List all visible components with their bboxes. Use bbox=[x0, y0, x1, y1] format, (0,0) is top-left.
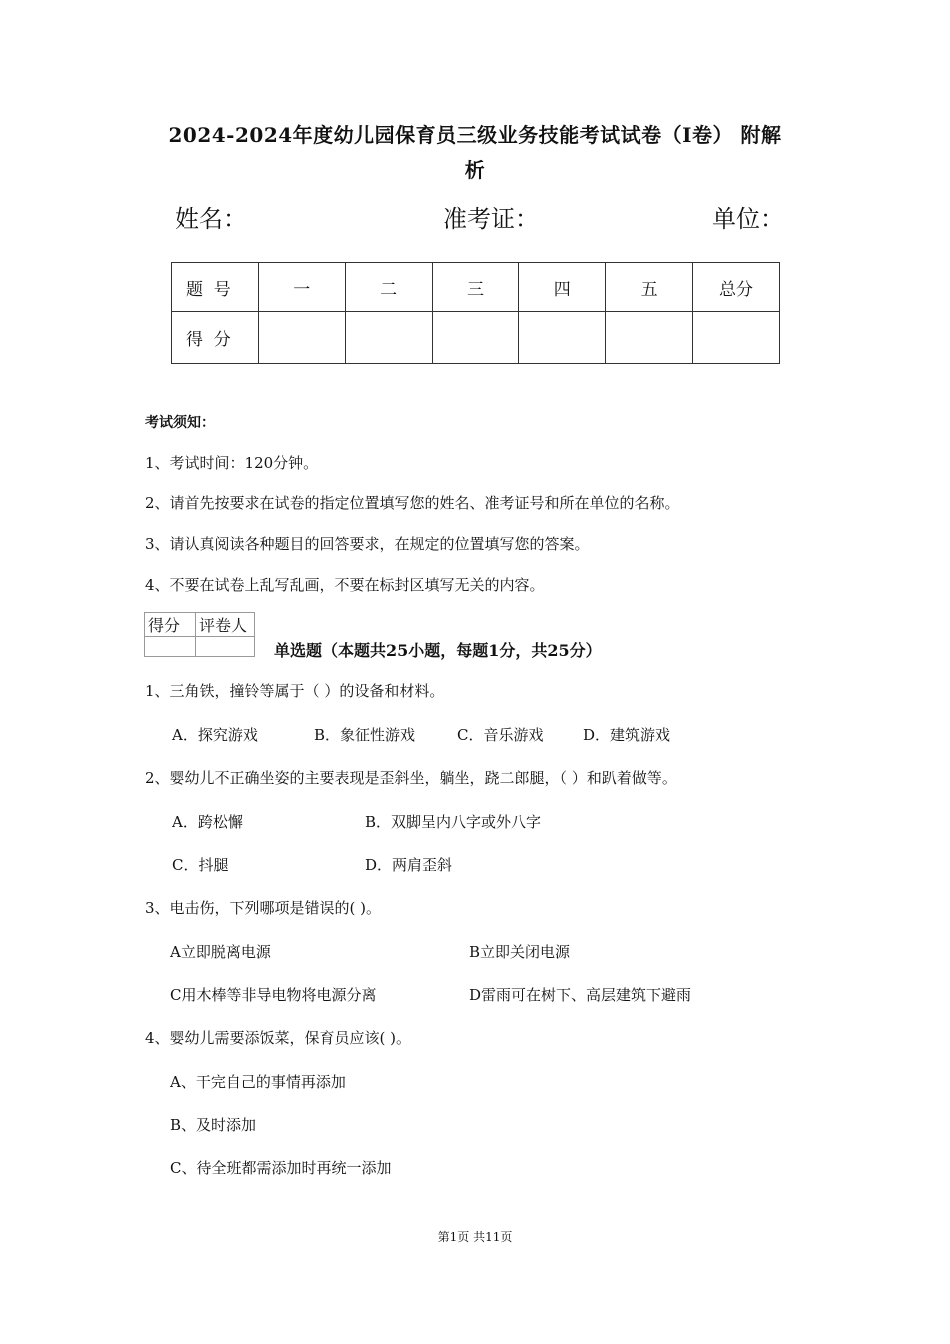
option: B立即关闭电源 bbox=[469, 943, 571, 961]
option: B、及时添加 bbox=[170, 1116, 257, 1134]
header-cell: 五 bbox=[606, 263, 693, 312]
notice-heading: 考试须知： bbox=[145, 415, 215, 431]
header-cell: 四 bbox=[519, 263, 606, 312]
option: A．跨松懈 bbox=[172, 813, 243, 831]
header-cell: 三 bbox=[432, 263, 519, 312]
option: B．双脚呈内八字或外八字 bbox=[365, 813, 542, 831]
page-footer: 第1页 共11页 bbox=[437, 1230, 513, 1244]
header-cell: 题 号 bbox=[172, 263, 259, 312]
option: D雷雨可在树下、高层建筑下避雨 bbox=[469, 986, 692, 1004]
grader-reviewer-cell[interactable] bbox=[196, 637, 255, 657]
option: B．象征性游戏 bbox=[314, 726, 416, 744]
notice-item: 4、不要在试卷上乱写乱画，不要在标封区填写无关的内容。 bbox=[145, 576, 545, 594]
question-stem: 4、婴幼儿需要添饭菜，保育员应该( )。 bbox=[145, 1029, 412, 1047]
option: C．抖腿 bbox=[172, 856, 229, 874]
question-stem: 3、电击伤，下列哪项是错误的( )。 bbox=[145, 899, 382, 917]
question-stem: 1、三角铁，撞铃等属于（ ）的设备和材料。 bbox=[145, 682, 445, 700]
option: C．音乐游戏 bbox=[457, 726, 544, 744]
title-line-2: 析 bbox=[464, 158, 486, 182]
grader-reviewer-label: 评卷人 bbox=[196, 613, 255, 637]
grader-score-label: 得分 bbox=[145, 613, 196, 637]
score-table-score-row bbox=[172, 312, 780, 364]
name-label: 姓名： bbox=[175, 205, 247, 233]
title-line-1: 2024-2024年度幼儿园保育员三级业务技能考试试卷（I卷） 附解 bbox=[168, 123, 782, 147]
score-cell[interactable] bbox=[258, 312, 345, 364]
document-title bbox=[140, 118, 810, 188]
notice-item: 2、请首先按要求在试卷的指定位置填写您的姓名、准考证号和所在单位的名称。 bbox=[145, 494, 680, 512]
option: D．建筑游戏 bbox=[583, 726, 671, 744]
grader-box bbox=[144, 612, 255, 657]
score-cell[interactable] bbox=[693, 312, 780, 364]
exam-id-label: 准考证： bbox=[443, 205, 539, 233]
option: C用木棒等非导电物将电源分离 bbox=[170, 986, 377, 1004]
score-cell[interactable] bbox=[519, 312, 606, 364]
score-table-header-row bbox=[172, 263, 780, 312]
section-title: 单选题（本题共25小题，每题1分，共25分） bbox=[274, 641, 602, 660]
header-cell: 总分 bbox=[693, 263, 780, 312]
notice-item: 1、考试时间：120分钟。 bbox=[145, 454, 319, 472]
option: A立即脱离电源 bbox=[170, 943, 271, 961]
option: C、待全班都需添加时再统一添加 bbox=[170, 1159, 392, 1177]
score-cell[interactable] bbox=[606, 312, 693, 364]
score-cell[interactable] bbox=[345, 312, 432, 364]
unit-label: 单位： bbox=[712, 205, 784, 233]
option: A、干完自己的事情再添加 bbox=[170, 1073, 346, 1091]
header-cell: 二 bbox=[345, 263, 432, 312]
question-stem: 2、婴幼儿不正确坐姿的主要表现是歪斜坐，躺坐，跷二郎腿，（ ）和趴着做等。 bbox=[145, 769, 677, 787]
header-cell: 一 bbox=[258, 263, 345, 312]
grader-score-cell[interactable] bbox=[145, 637, 196, 657]
option: D．两肩歪斜 bbox=[365, 856, 453, 874]
score-row-label: 得 分 bbox=[172, 312, 259, 364]
score-cell[interactable] bbox=[432, 312, 519, 364]
score-table bbox=[171, 262, 780, 364]
option: A．探究游戏 bbox=[172, 726, 258, 744]
notice-item: 3、请认真阅读各种题目的回答要求，在规定的位置填写您的答案。 bbox=[145, 535, 590, 553]
